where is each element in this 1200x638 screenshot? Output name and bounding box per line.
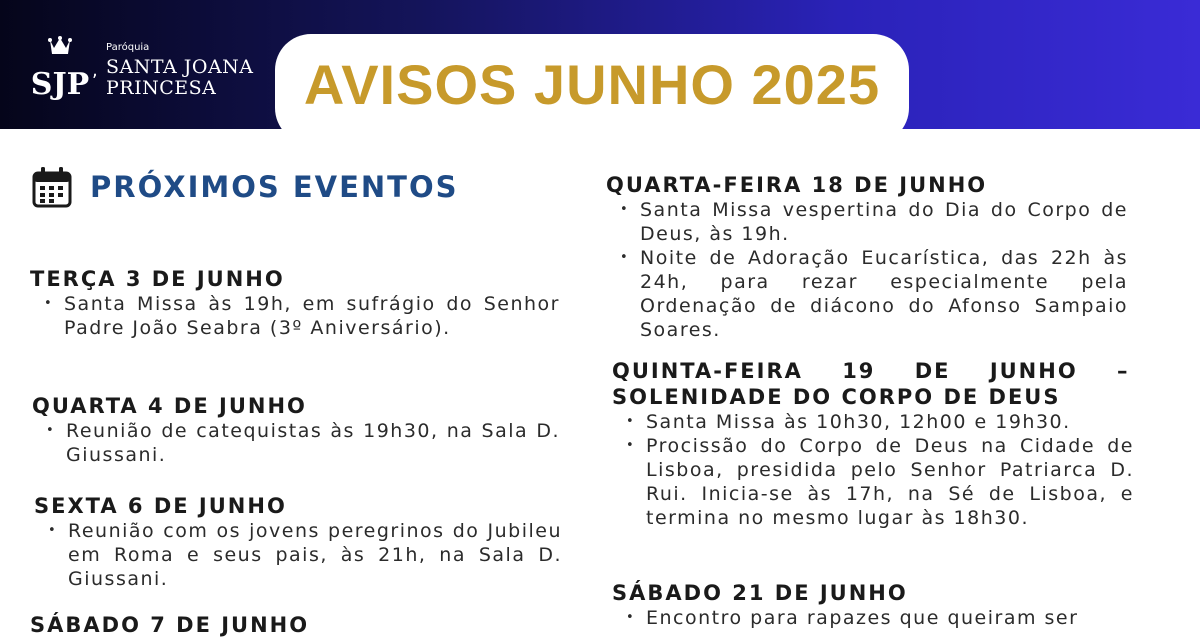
event-block: [30, 266, 560, 340]
event-heading: TERÇA 3 DE JUNHO: [30, 267, 285, 291]
event-block: [612, 580, 1134, 630]
event-heading: QUARTA-FEIRA 18 DE JUNHO: [606, 173, 988, 197]
calendar-icon: [32, 166, 72, 208]
event-list: [606, 198, 1128, 342]
event-heading: SEXTA 6 DE JUNHO: [34, 494, 287, 518]
event-item: • Santa Missa às 19h, em sufrágio do Senhor Padre João Seabra (3º Aniversário).: [30, 292, 560, 340]
event-list: [30, 292, 560, 340]
event-list: [34, 519, 562, 591]
event-block: [606, 172, 1128, 342]
event-item: • Encontro para rapazes que queiram ser: [612, 606, 1134, 630]
page-title: AVISOS JUNHO 2025: [303, 53, 881, 116]
event-heading: SÁBADO 21 DE JUNHO: [612, 581, 908, 605]
event-list: [612, 606, 1134, 630]
event-item: • Reunião de catequistas às 19h30, na Sala D. Giussani.: [32, 419, 560, 467]
sjp-monogram-logo: [30, 36, 90, 106]
parish-name-line1: SANTA JOANA: [106, 56, 254, 78]
parish-label: Paróquia: [106, 42, 150, 53]
event-item: • Noite de Adoração Eucarística, das 22h às 24h, para rezar especialmente pela Ordenação de diácono do Afonso Sampaio Soares.: [606, 246, 1128, 342]
event-item: • Santa Missa vespertina do Dia do Corpo de Deus, às 19h.: [606, 198, 1128, 246]
event-list: [32, 419, 560, 467]
svg-text:SJP: SJP: [30, 67, 90, 102]
event-block: [612, 358, 1134, 530]
event-heading: QUARTA 4 DE JUNHO: [32, 394, 307, 418]
parish-logo: SJP , Paróquia SANTA JOANA PRINCESA: [30, 36, 270, 106]
event-block: [34, 493, 562, 591]
event-item: • Reunião com os jovens peregrinos do Jubileu em Roma e seus pais, às 21h, na Sala D. Giussani.: [34, 519, 562, 591]
event-block: [30, 612, 560, 638]
event-block: [32, 393, 560, 467]
event-list: [612, 410, 1134, 530]
event-item: • Santa Missa às 10h30, 12h00 e 19h30.: [612, 410, 1134, 434]
event-heading: SÁBADO 7 DE JUNHO: [30, 613, 310, 637]
parish-name: [106, 42, 254, 99]
parish-name-line2: PRINCESA: [106, 77, 217, 99]
section-title: PRÓXIMOS EVENTOS: [90, 170, 459, 204]
event-heading: QUINTA-FEIRA 19 DE JUNHO –: [612, 359, 1130, 383]
event-item: • Procissão do Corpo de Deus na Cidade de Lisboa, presidida pelo Senhor Patriarca D. Rui. Inicia-se às 17h, na Sé de Lisboa, e termina no mesmo lugar às 18h30.: [612, 434, 1134, 530]
event-heading-subtitle: SOLENIDADE DO CORPO DE DEUS: [612, 385, 1061, 409]
